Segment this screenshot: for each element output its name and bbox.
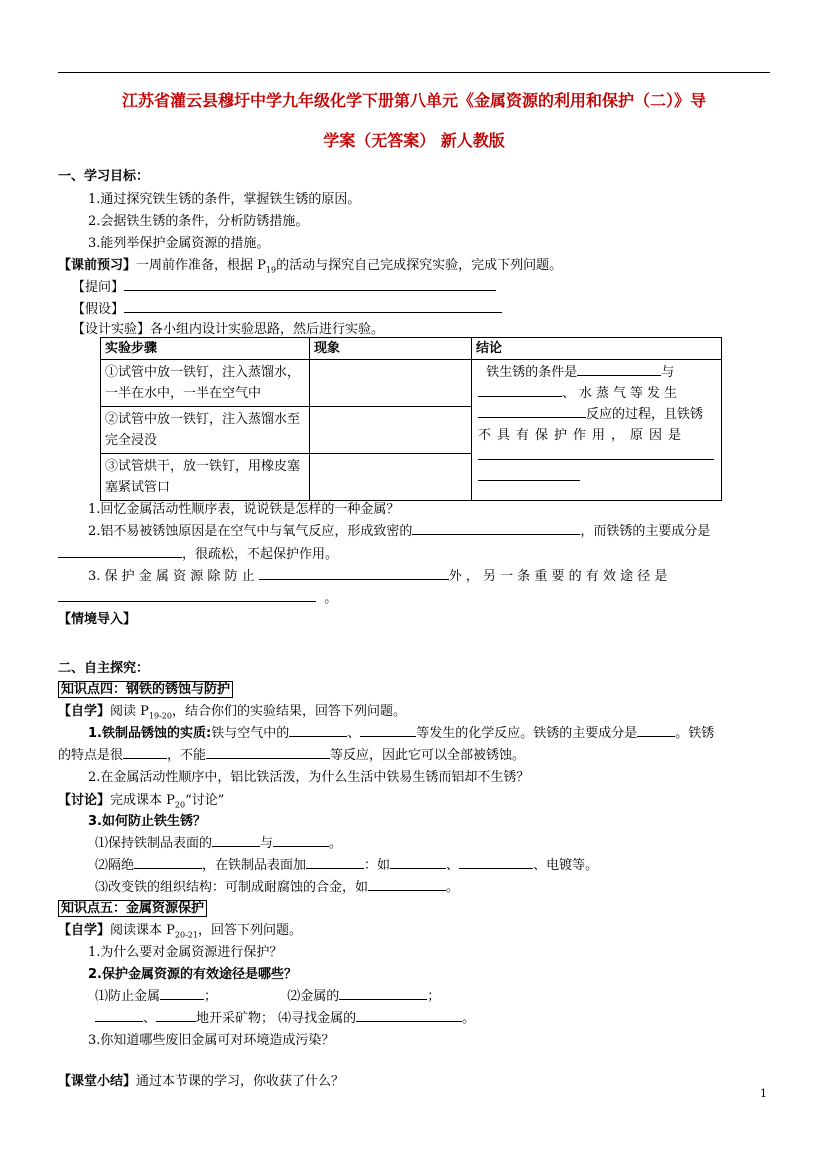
goal-2: 2.会据铁生锈的条件，分析防锈措施。 [88,214,309,229]
preview-label: 【课前预习】 [58,258,137,273]
self-study-2-line: 【自学】阅读课本 $P_{20-21}$，回答下列问题。 [58,923,302,940]
goal-3: 3.能列举保护金属资源的措施。 [88,236,270,251]
prevent-3: ⑶改变铁的组织结构：可制成耐腐蚀的合金，如 。 [95,876,459,895]
class-summary: 【课堂小结】通过本节课的学习，你收获了什么？ [58,1074,345,1089]
hypothesis-line: 【假设】 [72,298,502,317]
resource-q2: 2.保护金属资源的有效途径是哪些？ [88,967,297,982]
header-steps: 实验步骤 [101,338,310,360]
prevent-1: ⑴保持铁制品表面的 与 。 [95,832,342,851]
item-1-line2: 的特点是很 ，不能 等反应，因此它可以全部被锈蚀。 [58,744,525,763]
section2-heading: 二、自主探究： [58,661,150,676]
header-phenomenon: 现象 [310,338,472,360]
phenomenon-2[interactable] [310,407,472,454]
step-3: ③试管烘干，放一铁钉，用橡皮塞塞紧试管口 [101,454,310,501]
question-1: 1.回忆金属活动性顺序表，说说铁是怎样的一种金属？ [88,502,400,517]
hypothesis-blank[interactable] [124,299,502,313]
scene-intro: 【情境导入】 [58,612,137,627]
question-3-line2: 。 [58,587,337,606]
question-2-line1: 2.铝不易被锈蚀原因是在空气中与氧气反应，形成致密的 ，而铁锈的主要成分是 [88,520,710,539]
conclusion-cell: 铁生锈的条件是 与 、水蒸气等发生 反应的过程，且铁锈 不具有保护作用，原因是 [472,360,722,501]
preview-line: 【课前预习】一周前作准备，根据 $P_{19}$的活动与探究自己完成探究实验，完成下列问题。 [58,258,563,275]
resource-ways-1: ⑴防止金属 ； ⑵金属的 ； [95,985,440,1004]
prevent-2: ⑵隔绝 ，在铁制品表面加 ：如 、 、电镀等。 [95,854,598,873]
item-3: 3.如何防止铁生锈？ [88,814,206,829]
item-1-line1: 1.铁制品锈蚀的实质:铁与空气中的 、 等发生的化学反应。铁锈的主要成分是 。铁锈 [88,722,714,741]
knowledge-point-4: 知识点四：钢铁的锈蚀与防护 [58,678,233,697]
section1-heading: 一、学习目标： [58,169,150,184]
phenomenon-1[interactable] [310,360,472,407]
resource-q1: 1.为什么要对金属资源进行保护？ [88,945,283,960]
step-1: ①试管中放一铁钉，注入蒸馏水，一半在水中，一半在空气中 [101,360,310,407]
step-2: ②试管中放一铁钉，注入蒸馏水至完全浸没 [101,407,310,454]
experiment-table [100,337,722,501]
phenomenon-3[interactable] [310,454,472,501]
header-conclusion: 结论 [472,338,722,360]
goal-1: 1.通过探究铁生锈的条件，掌握铁生锈的原因。 [88,192,361,207]
knowledge-point-5: 知识点五：金属资源保护 [58,897,207,916]
doc-title-line2: 学案（无答案） 新人教版 [323,131,505,150]
discuss-line: 【讨论】完成课本 $P_{20}“$讨论” [58,793,225,810]
doc-title-line1: 江苏省灌云县穆圩中学九年级化学下册第八单元《金属资源的利用和保护（二）》导 [121,91,706,110]
self-study-line: 【自学】阅读 $P_{19-20}$，结合你们的实验结果，回答下列问题。 [58,704,406,721]
design-line: 【设计实验】各小组内设计实验思路，然后进行实验。 [72,322,385,337]
resource-ways-2: 、 地开采矿物； ⑷寻找金属的 。 [95,1007,475,1026]
ask-line: 【提问】 [72,276,496,295]
item-2: 2.在金属活动性顺序中，铝比铁活泼，为什么生活中铁易生锈而铝却不生锈？ [88,770,530,785]
question-3-line1: 3. 保 护 金 属 资 源 除 防 止 外 ， 另 一 条 重 要 的 有 效 途 径 是 [88,565,667,584]
table-row [101,360,722,407]
question-2-line2: ，很疏松，不起保护作用。 [58,543,338,562]
header-rule [58,72,770,73]
ask-blank[interactable] [124,277,496,291]
table-header-row [101,338,722,360]
resource-q3: 3.你知道哪些废旧金属可对环境造成污染？ [88,1033,335,1048]
page-number: 1 [760,1087,767,1100]
